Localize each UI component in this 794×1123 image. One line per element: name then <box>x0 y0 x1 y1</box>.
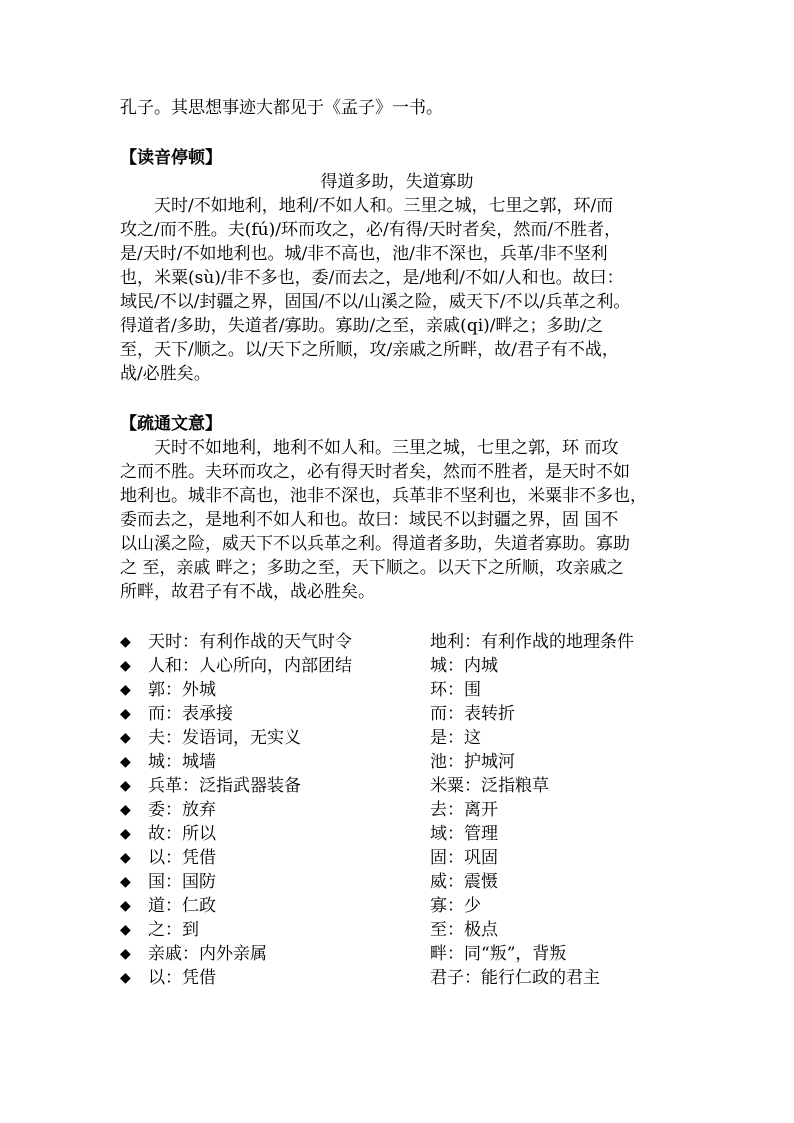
vocab-left: 夫：发语词，无实义 <box>148 728 301 748</box>
vocab-left: 故：所以 <box>148 824 216 844</box>
text-line: 委而去之，是地利不如人和也。故曰：域民不以封疆之界，固 国不 <box>120 510 619 530</box>
diamond-bullet-icon: ◆ <box>120 778 131 794</box>
vocab-row <box>120 966 720 990</box>
diamond-bullet-icon: ◆ <box>120 898 131 914</box>
diamond-bullet-icon: ◆ <box>120 802 131 818</box>
vocab-right: 君子：能行仁政的君主 <box>430 968 600 988</box>
diamond-bullet-icon: ◆ <box>120 634 131 650</box>
vocab-row <box>120 798 720 822</box>
vocab-row <box>120 942 720 966</box>
vocab-row <box>120 822 720 846</box>
vocab-left: 之：到 <box>148 920 199 940</box>
vocab-left: 国：国防 <box>148 872 216 892</box>
diamond-bullet-icon: ◆ <box>120 658 131 674</box>
vocab-right: 域：管理 <box>430 824 498 844</box>
text-line: 域民/不以/封疆之界，固国/不以/山溪之险，威天下/不以/兵革之利。 <box>120 292 631 312</box>
vocab-right: 而：表转折 <box>430 704 515 724</box>
diamond-bullet-icon: ◆ <box>120 730 131 746</box>
vocab-left: 而：表承接 <box>148 704 233 724</box>
text-line: 之而不胜。夫环而攻之，必有得天时者矣，然而不胜者，是天时不如 <box>120 462 630 482</box>
vocab-right: 城：内城 <box>430 656 498 676</box>
vocab-left: 人和：人心所向，内部团结 <box>148 656 352 676</box>
text-line: 也，米粟(sù)/非不多也，委/而去之，是/地利/不如/人和也。故曰： <box>120 268 624 288</box>
essay-title: 得道多助，失道寡助 <box>320 172 474 192</box>
vocab-row <box>120 630 720 654</box>
vocab-right: 至：极点 <box>430 920 498 940</box>
diamond-bullet-icon: ◆ <box>120 826 131 842</box>
vocab-right: 米粟：泛指粮草 <box>430 776 549 796</box>
vocab-left: 以：凭借 <box>148 848 216 868</box>
vocab-right: 是：这 <box>430 728 481 748</box>
text-line: 地利也。城非不高也，池非不深也，兵革非不坚利也，米粟非不多也， <box>120 486 647 506</box>
text-line: 天时/不如地利，地利/不如人和。三里之城，七里之郭，环/而 <box>120 196 614 216</box>
vocab-left: 兵革：泛指武器装备 <box>148 776 301 796</box>
text-line: 至，天下/顺之。以/天下之所顺，攻/亲戚之所畔，故/君子有不战， <box>120 340 619 360</box>
vocab-row <box>120 750 720 774</box>
diamond-bullet-icon: ◆ <box>120 754 131 770</box>
vocab-row <box>120 870 720 894</box>
vocab-row <box>120 774 720 798</box>
vocab-row <box>120 918 720 942</box>
diamond-bullet-icon: ◆ <box>120 682 131 698</box>
diamond-bullet-icon: ◆ <box>120 850 131 866</box>
vocab-right: 固：巩固 <box>430 848 498 868</box>
vocab-row <box>120 702 720 726</box>
text-line: 攻之/而不胜。夫(fú)/环而攻之，必/有得/天时者矣，然而/不胜者， <box>120 220 622 240</box>
text-line: 是/天时/不如地利也。城/非不高也，池/非不深也，兵革/非不坚利 <box>120 244 608 264</box>
section-heading-reading: 【读音停顿】 <box>120 148 222 168</box>
vocab-left: 天时：有利作战的天气时令 <box>148 632 352 652</box>
vocab-right: 池：护城河 <box>430 752 515 772</box>
diamond-bullet-icon: ◆ <box>120 706 131 722</box>
vocab-right: 畔：同“叛”，背叛 <box>430 944 567 964</box>
vocab-row <box>120 654 720 678</box>
vocab-row <box>120 726 720 750</box>
vocab-right: 地利：有利作战的地理条件 <box>430 632 634 652</box>
text-line: 以山溪之险，威天下不以兵革之利。得道者多助，失道者寡助。寡助 <box>120 534 630 554</box>
vocab-row <box>120 894 720 918</box>
vocab-left: 道：仁政 <box>148 896 216 916</box>
intro-line: 孔子。其思想事迹大都见于《孟子》一书。 <box>120 98 443 118</box>
vocab-right: 寡：少 <box>430 896 481 916</box>
diamond-bullet-icon: ◆ <box>120 922 131 938</box>
vocab-left: 以：凭借 <box>148 968 216 988</box>
text-line: 战/必胜矣。 <box>120 364 211 384</box>
diamond-bullet-icon: ◆ <box>120 946 131 962</box>
text-line: 之 至，亲戚 畔之；多助之至，天下顺之。以天下之所顺，攻亲戚之 <box>120 558 624 578</box>
vocab-row <box>120 678 720 702</box>
vocab-left: 亲戚：内外亲属 <box>148 944 267 964</box>
vocab-row <box>120 846 720 870</box>
vocab-right: 环：围 <box>430 680 481 700</box>
vocab-left: 委：放弃 <box>148 800 216 820</box>
vocab-left: 城：城墙 <box>148 752 216 772</box>
text-line: 所畔，故君子有不战，战必胜矣。 <box>120 582 375 602</box>
section-heading-meaning: 【疏通文意】 <box>120 414 222 434</box>
text-line: 天时不如地利，地利不如人和。三里之城，七里之郭，环 而攻 <box>120 438 619 458</box>
vocab-left: 郭：外城 <box>148 680 216 700</box>
text-line: 得道者/多助，失道者/寡助。寡助/之至，亲戚(qi)/畔之；多助/之 <box>120 316 604 336</box>
vocab-right: 去：离开 <box>430 800 498 820</box>
diamond-bullet-icon: ◆ <box>120 874 131 890</box>
diamond-bullet-icon: ◆ <box>120 970 131 986</box>
vocab-right: 威：震慑 <box>430 872 498 892</box>
